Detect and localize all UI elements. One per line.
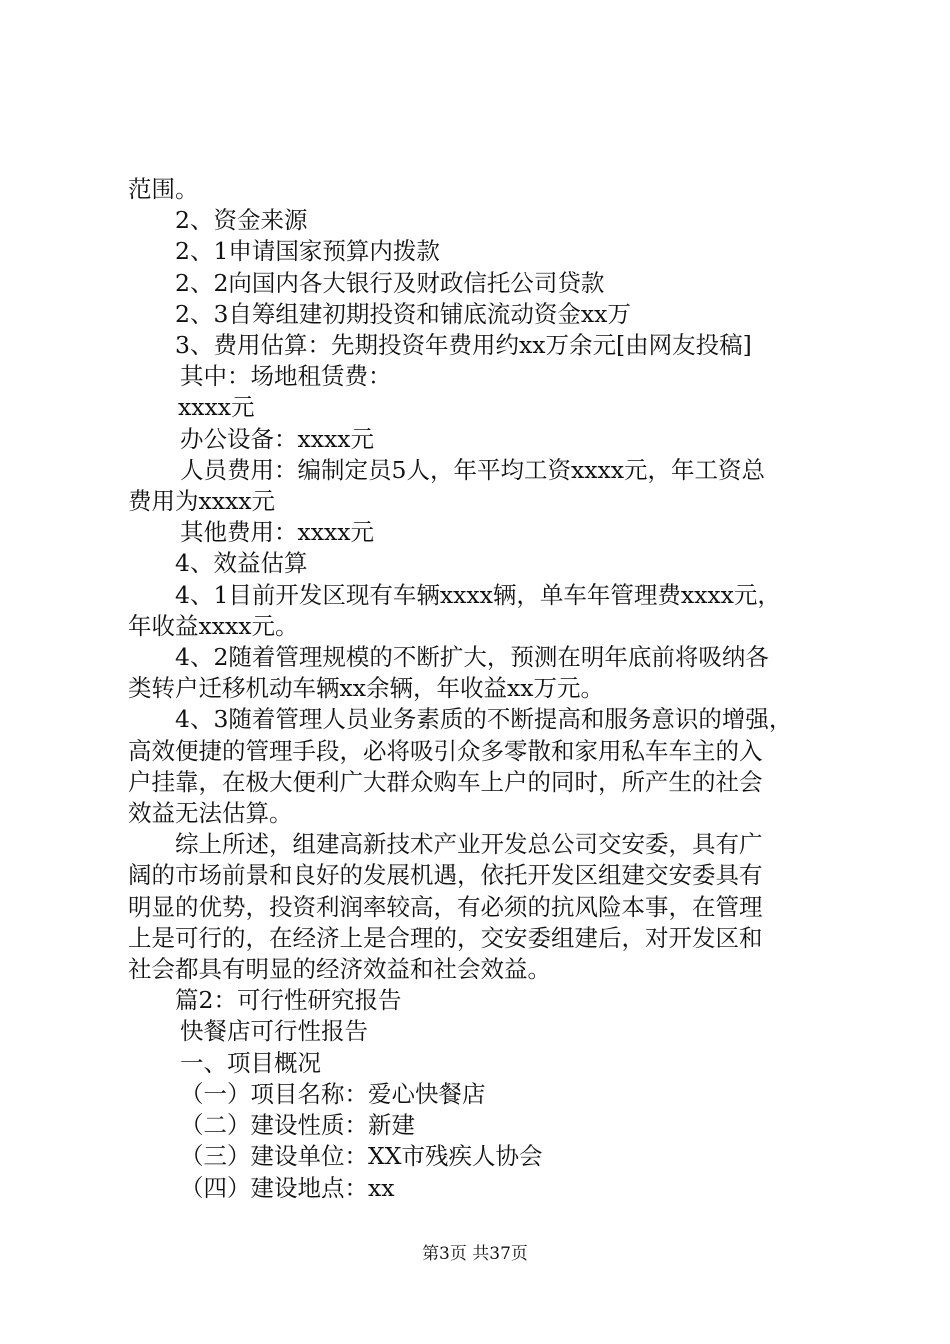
text-line: 范围。 [128,175,199,203]
text-line: 高效便捷的管理手段，必将吸引众多零散和家用私车车主的入 [128,736,763,765]
text-line: 人员费用：编制定员5人，年平均工资xxxx元，年工资总 [180,455,765,484]
text-line: （一）项目名称：爱心快餐店 [180,1079,486,1108]
text-line: 户挂靠，在极大便利广大群众购车上户的同时，所产生的社会 [128,767,763,796]
page-number-footer: 第3页 共37页 [422,1244,528,1264]
text-line: 其他费用：xxxx元 [180,518,375,547]
text-line: 4、3随着管理人员业务素质的不断提高和服务意识的增强， [175,705,793,734]
document-body [128,174,838,1204]
text-line: 上是可行的，在经济上是合理的，交安委组建后，对开发区和 [128,923,763,952]
text-line: 年收益xxxx元。 [128,611,299,640]
text-line: 费用为xxxx元 [128,487,276,516]
text-line: 办公设备：xxxx元 [180,424,375,453]
report-title: 快餐店可行性报告 [180,1017,368,1046]
text-line: 阔的市场前景和良好的发展机遇，依托开发区组建交安委具有 [128,861,763,890]
text-line: 2、1申请国家预算内拨款 [175,237,440,266]
text-line: 其中：场地租赁费： [180,362,392,391]
chapter-title: 篇2：可行性研究报告 [175,986,402,1015]
text-line: （三）建设单位：XX市残疾人协会 [180,1142,543,1171]
text-line: 社会都具有明显的经济效益和社会效益。 [128,955,551,984]
section-heading: 2、资金来源 [175,206,308,235]
text-line: （四）建设地点：xx [180,1173,395,1202]
text-line: 类转户迁移机动车辆xx余辆，年收益xx万元。 [128,674,605,703]
text-line: 明显的优势，投资利润率较高，有必须的抗风险本事，在管理 [128,892,763,921]
text-line: 效益无法估算。 [128,799,293,828]
text-line: 2、3自筹组建初期投资和铺底流动资金xx万 [175,299,631,328]
text-line: 4、2随着管理规模的不断扩大，预测在明年底前将吸纳各 [175,643,769,672]
text-line: （二）建设性质：新建 [180,1111,415,1140]
text-line: 2、2向国内各大银行及财政信托公司贷款 [175,268,605,297]
text-line: 4、1目前开发区现有车辆xxxx辆，单车年管理费xxxx元， [175,580,781,609]
text-line: 综上所述，组建高新技术产业开发总公司交安委，具有广 [175,830,763,859]
section-heading: 一、项目概况 [180,1048,321,1077]
section-heading: 3、费用估算：先期投资年费用约xx万余元[由网友投稿] [175,331,752,360]
section-heading: 4、效益估算 [175,549,308,578]
text-line: xxxx元 [178,393,255,422]
